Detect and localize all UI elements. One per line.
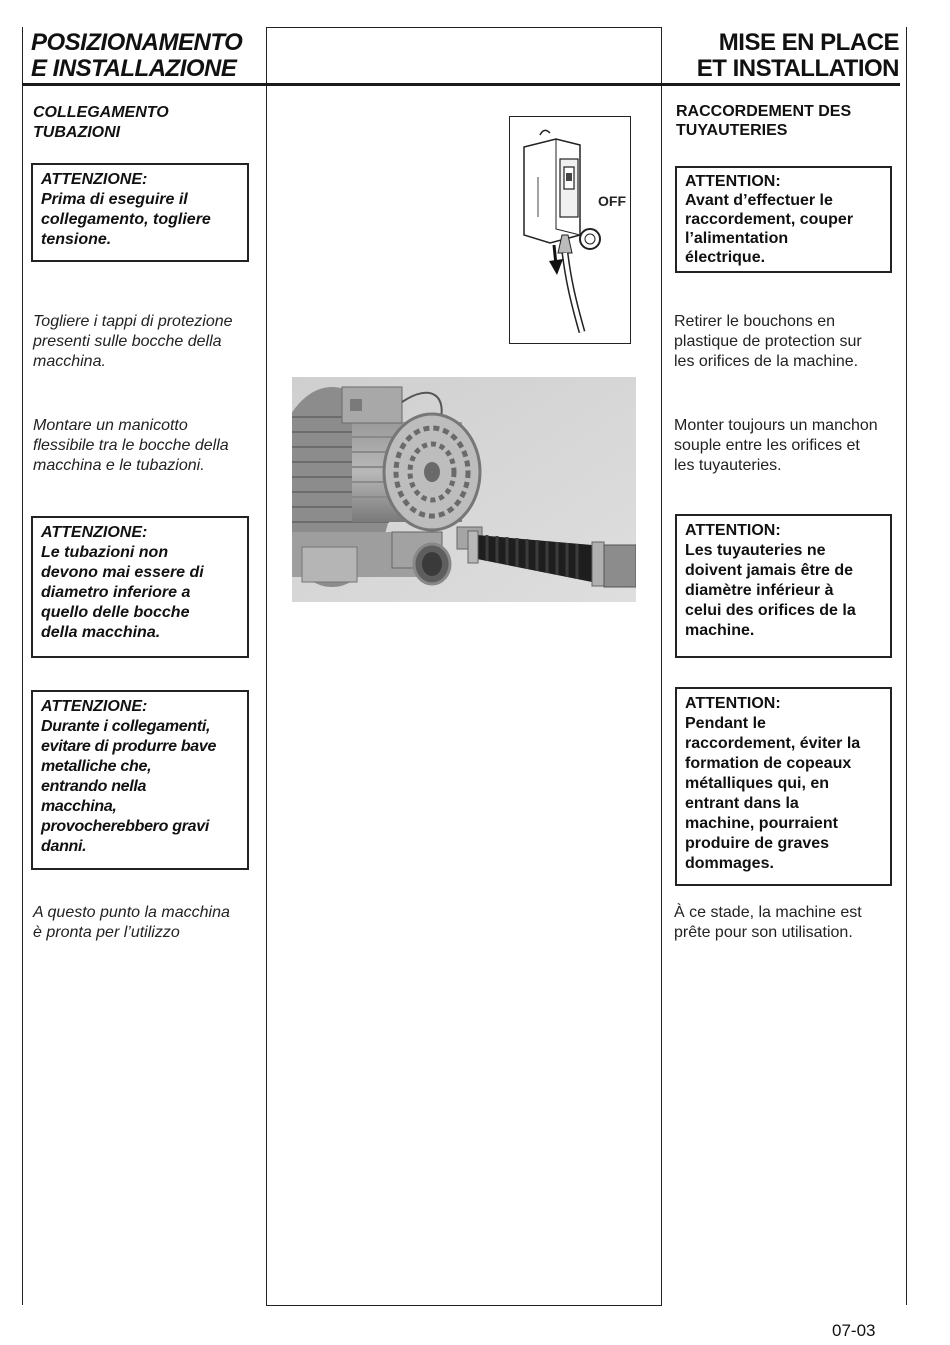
warning-body: Le tubazioni non devono mai essere di diametro inferiore a quello delle bocche della macchina.: [41, 544, 204, 641]
warning-body: Prima di eseguire il collegamento, togliere tensione.: [41, 191, 211, 248]
paragraph-french-2: Monter toujours un manchon souple entre les orifices et les tuyauteries.: [674, 417, 878, 474]
paragraph-french-1: Retirer le bouchons en plastique de protection sur les orifices de la machine.: [674, 313, 862, 370]
switch-illustration: [509, 116, 631, 344]
warning-body: Durante i collegamenti, evitare di produrre bave metalliche che, entrando nella macchina, provocherebbero gravi danni.: [41, 718, 217, 855]
off-label: OFF: [598, 193, 626, 209]
warning-heading: ATTENTION:: [685, 522, 781, 539]
warning-heading: ATTENTION:: [685, 173, 781, 190]
blower-photo: [292, 377, 636, 602]
warning-body: Pendant le raccordement, éviter la formation de copeaux métalliques qui, en entrant dans la machine, pourraient produire de graves dommages.: [685, 715, 861, 872]
warning-box-italian-1: [31, 163, 249, 262]
warning-heading: ATTENZIONE:: [41, 524, 148, 541]
left-margin-line: [22, 27, 23, 1305]
warning-body: Avant d’effectuer le raccordement, couper l’alimentation électrique.: [685, 192, 854, 266]
paragraph-italian-3: A questo punto la macchina è pronta per l’utilizzo: [33, 904, 230, 941]
paragraph-italian-1: Togliere i tappi di protezione presenti sulle bocche della macchina.: [33, 313, 233, 370]
warning-box-french-1: [675, 166, 892, 273]
paragraph-french-3: À ce stade, la machine est prête pour son utilisation.: [674, 904, 862, 941]
right-margin-line: [906, 27, 907, 1305]
section-title-french: RACCORDEMENT DES TUYAUTERIES: [676, 103, 852, 139]
warning-heading: ATTENZIONE:: [41, 698, 148, 715]
warning-body: Les tuyauteries ne doivent jamais être de diamètre inférieur à celui des orifices de la machine.: [685, 542, 856, 639]
warning-box-french-3: [675, 687, 892, 886]
section-title-italian: COLLEGAMENTO TUBAZIONI: [33, 104, 169, 141]
warning-box-italian-2: [31, 516, 249, 658]
power-switch-icon: [510, 117, 630, 343]
warning-heading: ATTENZIONE:: [41, 171, 148, 188]
title-rule: [22, 83, 900, 86]
warning-heading: ATTENTION:: [685, 695, 781, 712]
blower-machine-image: [292, 377, 636, 602]
warning-box-french-2: [675, 514, 892, 658]
page-title-french: MISE EN PLACE ET INSTALLATION: [696, 29, 899, 82]
page-number: 07-03: [832, 1321, 876, 1340]
warning-box-italian-3: [31, 690, 249, 870]
paragraph-italian-2: Montare un manicotto flessibile tra le bocche della macchina e le tubazioni.: [33, 417, 229, 474]
page-title-italian: POSIZIONAMENTO E INSTALLAZIONE: [31, 29, 243, 82]
